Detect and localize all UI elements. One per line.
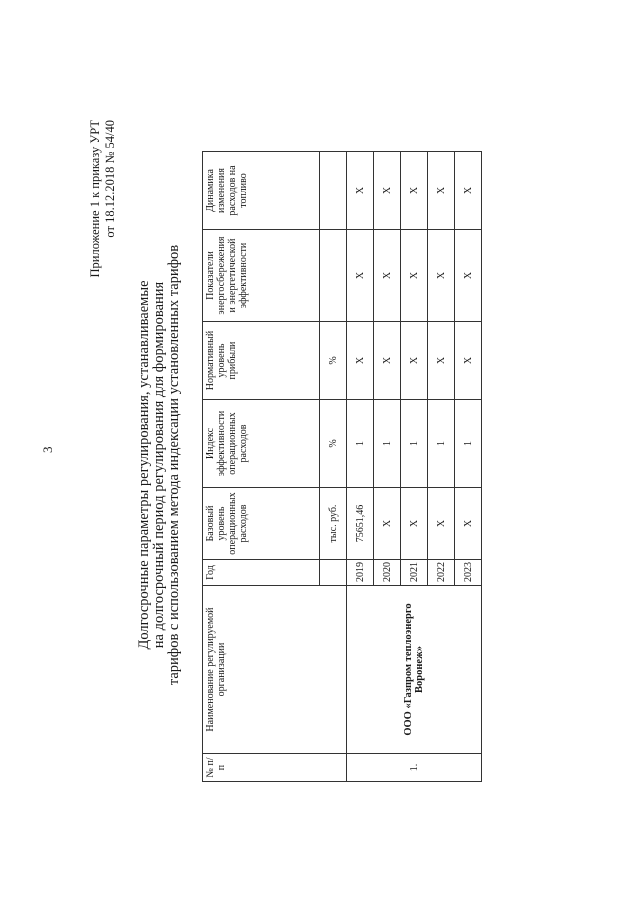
cell-energy: X bbox=[374, 230, 401, 322]
unit-profit: % bbox=[320, 322, 347, 400]
unit-index: % bbox=[320, 400, 347, 488]
cell-profit: X bbox=[428, 322, 455, 400]
cell-base: X bbox=[455, 488, 482, 560]
header-fuel-dynamics: Динамика изменения расходов на топливо bbox=[203, 152, 320, 230]
cell-profit: X bbox=[374, 322, 401, 400]
row-number: 1. bbox=[347, 754, 482, 782]
appendix-note bbox=[88, 120, 118, 540]
cell-fuel: X bbox=[347, 152, 374, 230]
table-header-row bbox=[203, 152, 320, 782]
cell-base: X bbox=[401, 488, 428, 560]
unit-fuel bbox=[320, 152, 347, 230]
cell-year: 2020 bbox=[374, 560, 401, 586]
heading-line-2: на долгосрочный период регулирования для формирования bbox=[151, 281, 167, 649]
cell-fuel: X bbox=[374, 152, 401, 230]
header-number: № п/п bbox=[203, 754, 347, 782]
organization-name: ООО «Газпром теплоэнерго Воронеж» bbox=[347, 586, 482, 754]
cell-index: 1 bbox=[428, 400, 455, 488]
heading-line-1: Долгосрочные параметры регулирования, устанавливаемые bbox=[136, 280, 152, 650]
header-organization: Наименование регулируемой организации bbox=[203, 586, 347, 754]
parameters-table bbox=[202, 151, 482, 782]
cell-profit: X bbox=[401, 322, 428, 400]
cell-fuel: X bbox=[455, 152, 482, 230]
cell-base: X bbox=[374, 488, 401, 560]
header-energy-indicators: Показатели энергосбережения и энергетической эффективности bbox=[203, 230, 320, 322]
cell-profit: X bbox=[455, 322, 482, 400]
cell-energy: X bbox=[455, 230, 482, 322]
document-heading bbox=[137, 155, 182, 775]
cell-fuel: X bbox=[401, 152, 428, 230]
header-base-level: Базовый уровень операционных расходов bbox=[203, 488, 320, 560]
cell-year: 2022 bbox=[428, 560, 455, 586]
appendix-line-2: от 18.12.2018 № 54/40 bbox=[103, 120, 117, 238]
table-row bbox=[347, 152, 374, 782]
unit-year bbox=[320, 560, 347, 586]
unit-base: тыс. руб. bbox=[320, 488, 347, 560]
unit-energy bbox=[320, 230, 347, 322]
cell-year: 2023 bbox=[455, 560, 482, 586]
heading-line-3: тарифов с использованием метода индексации установленных тарифов bbox=[166, 244, 182, 686]
cell-base: 75651,46 bbox=[347, 488, 374, 560]
cell-year: 2021 bbox=[401, 560, 428, 586]
cell-index: 1 bbox=[374, 400, 401, 488]
cell-energy: X bbox=[347, 230, 374, 322]
cell-energy: X bbox=[428, 230, 455, 322]
header-efficiency-index: Индекс эффективности операционных расходов bbox=[203, 400, 320, 488]
header-year: Год bbox=[203, 560, 320, 586]
cell-profit: X bbox=[347, 322, 374, 400]
cell-energy: X bbox=[401, 230, 428, 322]
cell-index: 1 bbox=[347, 400, 374, 488]
page-number: 3 bbox=[40, 446, 55, 453]
cell-fuel: X bbox=[428, 152, 455, 230]
cell-index: 1 bbox=[401, 400, 428, 488]
cell-index: 1 bbox=[455, 400, 482, 488]
cell-base: X bbox=[428, 488, 455, 560]
header-profit-level: Нормативный уровень прибыли bbox=[203, 322, 320, 400]
appendix-line-1: Приложение 1 к приказу УРТ bbox=[88, 120, 102, 278]
cell-year: 2019 bbox=[347, 560, 374, 586]
